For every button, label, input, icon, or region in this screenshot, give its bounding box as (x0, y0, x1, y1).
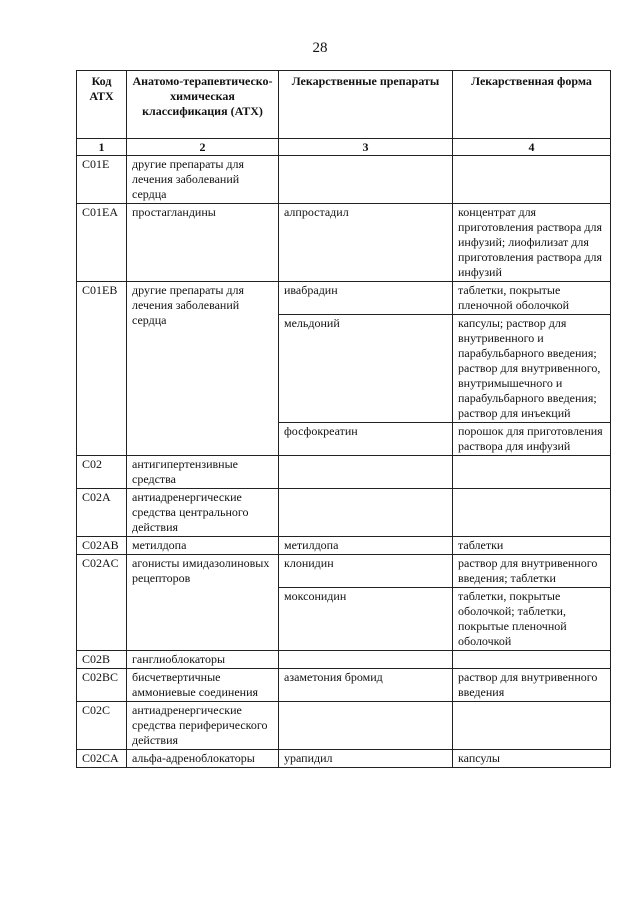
atc-code-cell: C02CA (77, 750, 127, 768)
atc-code-cell: C01EB (77, 282, 127, 456)
atc-classification-cell: другие препараты для лечения заболеваний сердца (127, 156, 279, 204)
table-row (77, 750, 611, 768)
table-row (77, 156, 611, 204)
drug-name-cell: моксонидин (279, 588, 453, 651)
atc-classification-cell: простагландины (127, 204, 279, 282)
column-number: 3 (279, 139, 453, 156)
dosage-form-cell: таблетки, покрытые оболочкой; таблетки, покрытые пленочной оболочкой (453, 588, 611, 651)
dosage-form-cell: раствор для внутривенного введения; таблетки (453, 555, 611, 588)
dosage-form-cell: таблетки (453, 537, 611, 555)
drug-name-cell (279, 156, 453, 204)
atc-code-cell: C02C (77, 702, 127, 750)
header-atc-classification: Анатомо-терапевтическо-химическая классификация (АТХ) (127, 71, 279, 139)
atc-code-cell: C01EA (77, 204, 127, 282)
atc-code-cell: C02BC (77, 669, 127, 702)
dosage-form-cell: капсулы (453, 750, 611, 768)
table-row (77, 489, 611, 537)
drug-name-cell: алпростадил (279, 204, 453, 282)
page-number: 28 (312, 40, 328, 56)
atc-code-cell: C01E (77, 156, 127, 204)
drug-name-cell (279, 702, 453, 750)
table-row (77, 537, 611, 555)
dosage-form-cell (453, 456, 611, 489)
table-row (77, 555, 611, 588)
drug-name-cell: мельдоний (279, 315, 453, 423)
table-row (77, 702, 611, 750)
atc-classification-cell: ганглиоблокаторы (127, 651, 279, 669)
atc-classification-cell: бисчетвертичные аммониевые соединения (127, 669, 279, 702)
column-number: 1 (77, 139, 127, 156)
dosage-form-cell (453, 156, 611, 204)
table-header-row (77, 71, 611, 139)
column-number: 2 (127, 139, 279, 156)
dosage-form-cell: концентрат для приготовления раствора для инфузий; лиофилизат для приготовления раствора для инфузий (453, 204, 611, 282)
dosage-form-cell: капсулы; раствор для внутривенного и парабульбарного введения; раствор для внутривенного, внутримышечного и парабульбарного введения; раствор для инъекций (453, 315, 611, 423)
atc-classification-cell: агонисты имидазолиновых рецепторов (127, 555, 279, 651)
drug-name-cell: урапидил (279, 750, 453, 768)
drug-name-cell: метилдопа (279, 537, 453, 555)
atc-code-cell: C02B (77, 651, 127, 669)
table-body (77, 156, 611, 768)
header-atc-code: Код АТХ (77, 71, 127, 139)
atc-classification-cell: метилдопа (127, 537, 279, 555)
atc-classification-cell: другие препараты для лечения заболеваний сердца (127, 282, 279, 456)
table-row (77, 282, 611, 315)
atc-classification-cell: альфа-адреноблокаторы (127, 750, 279, 768)
drug-name-cell: фосфокреатин (279, 423, 453, 456)
table-row (77, 669, 611, 702)
atc-code-cell: C02AC (77, 555, 127, 651)
atc-classification-cell: антигипертензивные средства (127, 456, 279, 489)
dosage-form-cell: раствор для внутривенного введения (453, 669, 611, 702)
drug-name-cell: ивабрадин (279, 282, 453, 315)
dosage-form-cell: порошок для приготовления раствора для инфузий (453, 423, 611, 456)
atc-code-cell: C02 (77, 456, 127, 489)
header-drugs: Лекарственные препараты (279, 71, 453, 139)
atc-drug-table (76, 70, 611, 768)
atc-classification-cell: антиадренергические средства периферического действия (127, 702, 279, 750)
drug-name-cell: клонидин (279, 555, 453, 588)
drug-name-cell (279, 456, 453, 489)
column-number: 4 (453, 139, 611, 156)
drug-name-cell: азаметония бромид (279, 669, 453, 702)
dosage-form-cell (453, 651, 611, 669)
dosage-form-cell: таблетки, покрытые пленочной оболочкой (453, 282, 611, 315)
header-dosage-form: Лекарственная форма (453, 71, 611, 139)
table-row (77, 456, 611, 489)
atc-code-cell: C02A (77, 489, 127, 537)
atc-classification-cell: антиадренергические средства центрального действия (127, 489, 279, 537)
drug-name-cell (279, 489, 453, 537)
drug-name-cell (279, 651, 453, 669)
dosage-form-cell (453, 702, 611, 750)
table-row (77, 651, 611, 669)
atc-code-cell: C02AB (77, 537, 127, 555)
table-row (77, 204, 611, 282)
dosage-form-cell (453, 489, 611, 537)
column-number-row (77, 139, 611, 156)
